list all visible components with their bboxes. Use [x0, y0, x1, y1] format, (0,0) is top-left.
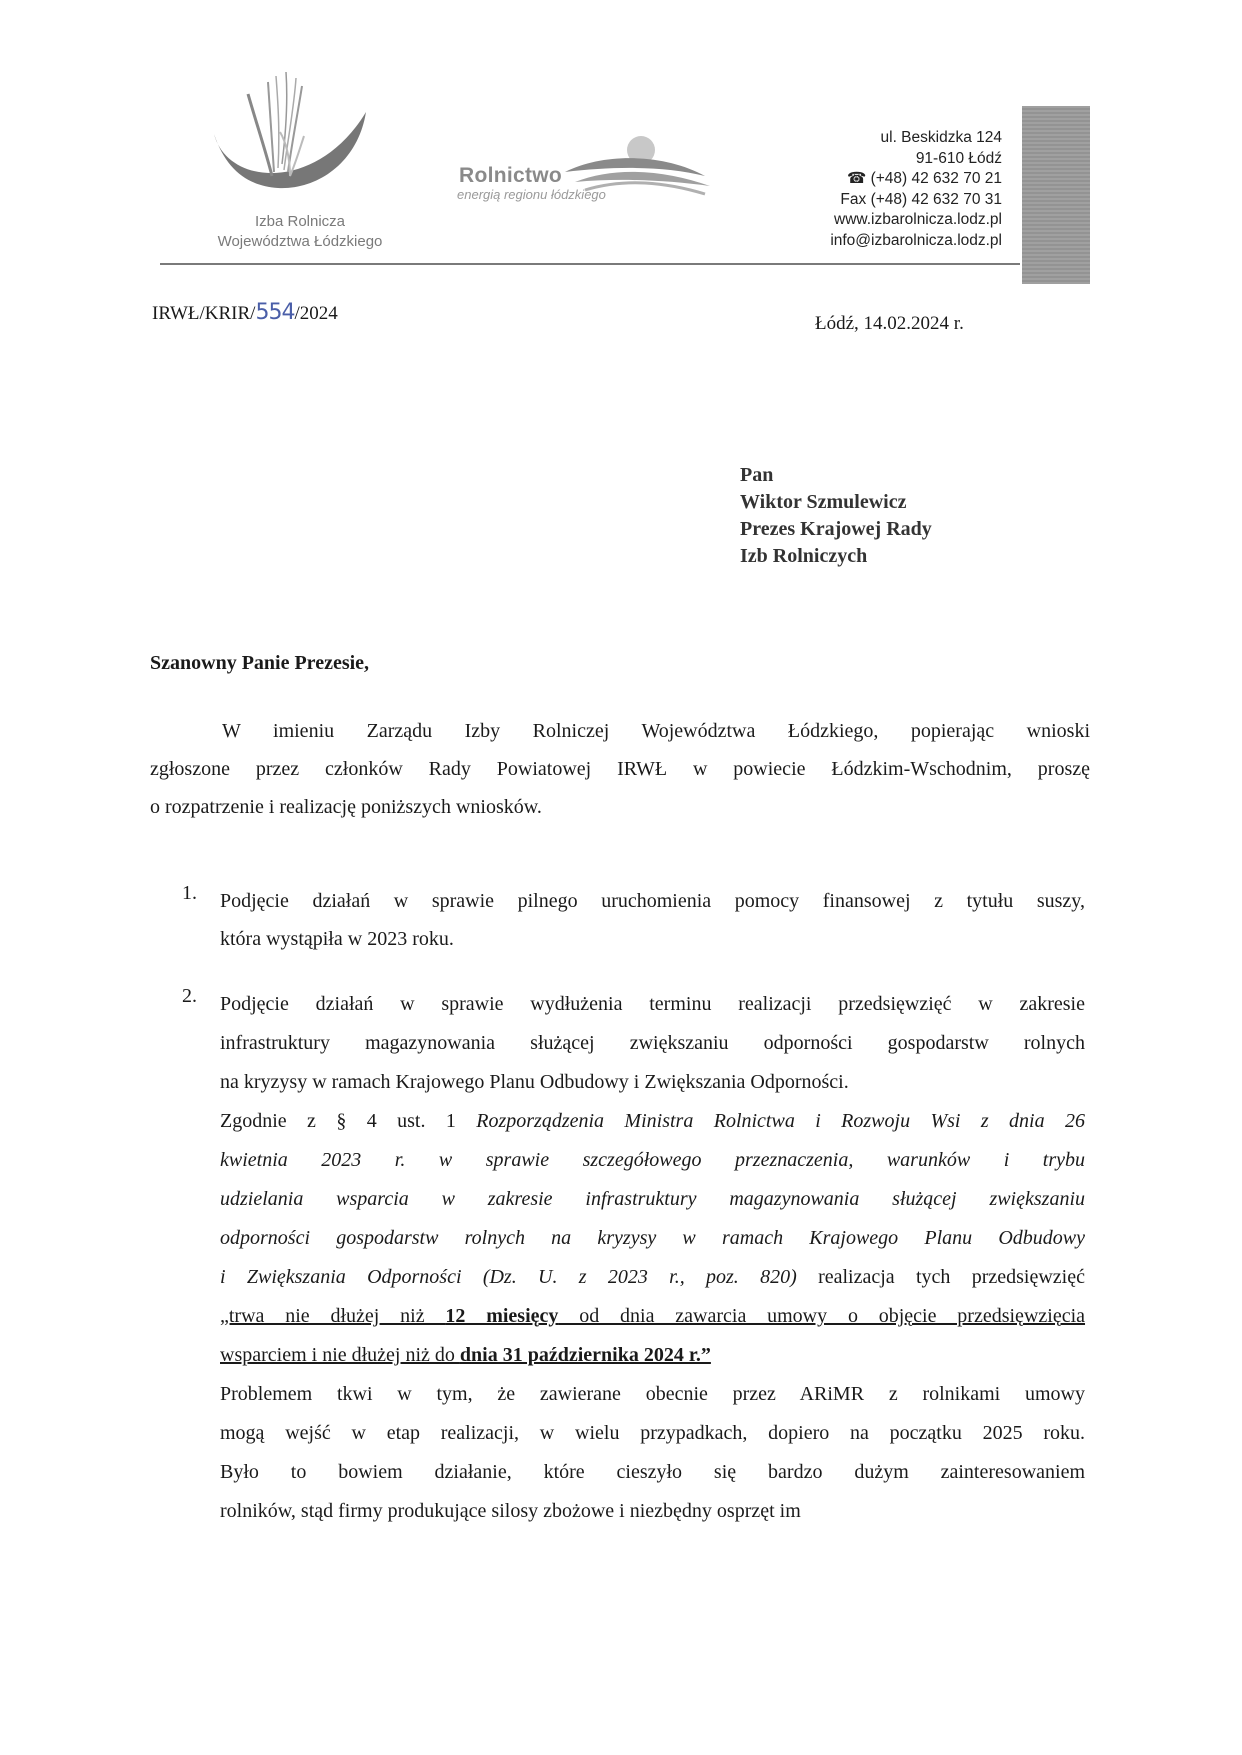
item2-line4-a: Zgodnie z § 4 ust. 1 — [220, 1110, 477, 1132]
intro-line1: W imieniu Zarządu Izby Rolniczej Województwa Łódzkiego, popierając wnioski — [222, 720, 1090, 742]
quote-part1: „trwa nie dłużej niż — [220, 1305, 446, 1327]
item2-line9 — [220, 1297, 1085, 1336]
izba-logo — [200, 72, 400, 250]
list-item-body — [220, 882, 1085, 958]
org-name-line2: Województwa Łódzkiego — [217, 233, 383, 250]
item2-line3: na kryzysy w ramach Krajowego Planu Odbudowy i Zwiększania Odporności. — [220, 1071, 849, 1093]
reference-handwritten-number: 554 — [255, 300, 295, 325]
quote-part3: wsparciem i nie dłużej niż do — [220, 1344, 460, 1366]
item2-line1: Podjęcie działań w sprawie wydłużenia terminu realizacji przedsięwzięć w zakresie — [220, 993, 1085, 1015]
brand-subtitle: energią regionu łódzkiego — [457, 187, 606, 202]
header-gray-bar — [1022, 106, 1090, 284]
contact-email: info@izbarolnicza.lodz.pl — [830, 231, 1002, 249]
contact-street: ul. Beskidzka 124 — [880, 129, 1002, 146]
list-item-body — [220, 985, 1085, 1531]
contact-phone: ☎ (+48) 42 632 70 21 — [846, 170, 1002, 187]
contact-website: www.izbarolnicza.lodz.pl — [834, 211, 1002, 228]
item2-line14: rolników, stąd firmy produkujące silosy zbożowe i niezbędny osprzęt im — [220, 1500, 801, 1522]
reference-number — [152, 300, 338, 325]
item2-line2: infrastruktury magazynowania służącej zwiększaniu odporności gospodarstw rolnych — [220, 1032, 1085, 1054]
item1-line1: Podjęcie działań w sprawie pilnego uruchomienia pomocy finansowej z tytułu suszy, — [220, 890, 1085, 912]
recipient-line4: Izb Rolniczych — [740, 545, 868, 567]
header-divider — [160, 263, 1020, 265]
contact-city: 91-610 Łódź — [915, 149, 1002, 167]
item2-line12: mogą wejść w etap realizacji, w wielu przypadkach, dopiero na początku 2025 roku. — [220, 1422, 1085, 1444]
regulation-title-part2: i Zwiększania Odporności (Dz. U. z 2023 r., poz. 820) — [220, 1266, 797, 1288]
item2-line8 — [220, 1258, 1085, 1297]
item1-line2: która wystąpiła w 2023 roku. — [220, 928, 454, 950]
reference-prefix: IRWŁ/KRIR/ — [152, 303, 256, 324]
org-name-line1: Izba Rolnicza — [254, 213, 346, 230]
brand-title: Rolnictwo — [459, 164, 563, 187]
intro-line3: o rozpatrzenie i realizację poniższych wniosków. — [150, 796, 542, 818]
item2-line4 — [220, 1102, 1085, 1141]
item2-line8-b: realizacja tych przedsięwzięć — [796, 1266, 1085, 1288]
recipient-line3: Prezes Krajowej Rady — [740, 518, 932, 540]
salutation: Szanowny Panie Prezesie, — [150, 652, 370, 674]
list-item-number: 2. — [182, 985, 197, 1007]
letter-date: Łódź, 14.02.2024 r. — [815, 313, 964, 334]
reference-suffix: /2024 — [294, 303, 338, 324]
recipient-line1: Pan — [740, 464, 774, 486]
item2-line6: udzielania wsparcia w zakresie infrastruktury magazynowania służącej zwiększaniu — [220, 1188, 1085, 1210]
recipient-block — [740, 462, 932, 570]
quote-part2: od dnia zawarcia umowy o objęcie przedsięwzięcia — [558, 1305, 1086, 1327]
item2-line13: Było to bowiem działanie, które cieszyło się bardzo dużym zainteresowaniem — [220, 1461, 1085, 1483]
recipient-line2: Wiktor Szmulewicz — [740, 491, 907, 513]
intro-paragraph — [150, 712, 1090, 826]
wheat-sickle-logo-icon — [208, 72, 388, 212]
intro-line2: zgłoszone przez członków Rady Powiatowej IRWŁ w powiecie Łódzkim-Wschodnim, proszę — [150, 758, 1090, 780]
contact-fax: Fax (+48) 42 632 70 31 — [840, 190, 1002, 208]
item2-line10 — [220, 1336, 1085, 1375]
item2-line7: odporności gospodarstw rolnych na kryzysy w ramach Krajowego Planu Odbudowy — [220, 1227, 1085, 1249]
list-item-number: 1. — [182, 882, 197, 904]
quote-months: 12 miesięcy — [445, 1305, 559, 1327]
regulation-title-part1: Rozporządzenia Ministra Rolnictwa i Rozwoju Wsi z dnia 26 — [476, 1110, 1085, 1132]
contact-block — [830, 128, 1002, 251]
brand-logo — [455, 132, 715, 212]
item2-line5: kwietnia 2023 r. w sprawie szczegółowego przeznaczenia, warunków i trybu — [220, 1149, 1085, 1171]
quote-deadline: dnia 31 października 2024 r.” — [459, 1344, 711, 1366]
item2-line11: Problemem tkwi w tym, że zawierane obecnie przez ARiMR z rolnikami umowy — [220, 1383, 1085, 1405]
